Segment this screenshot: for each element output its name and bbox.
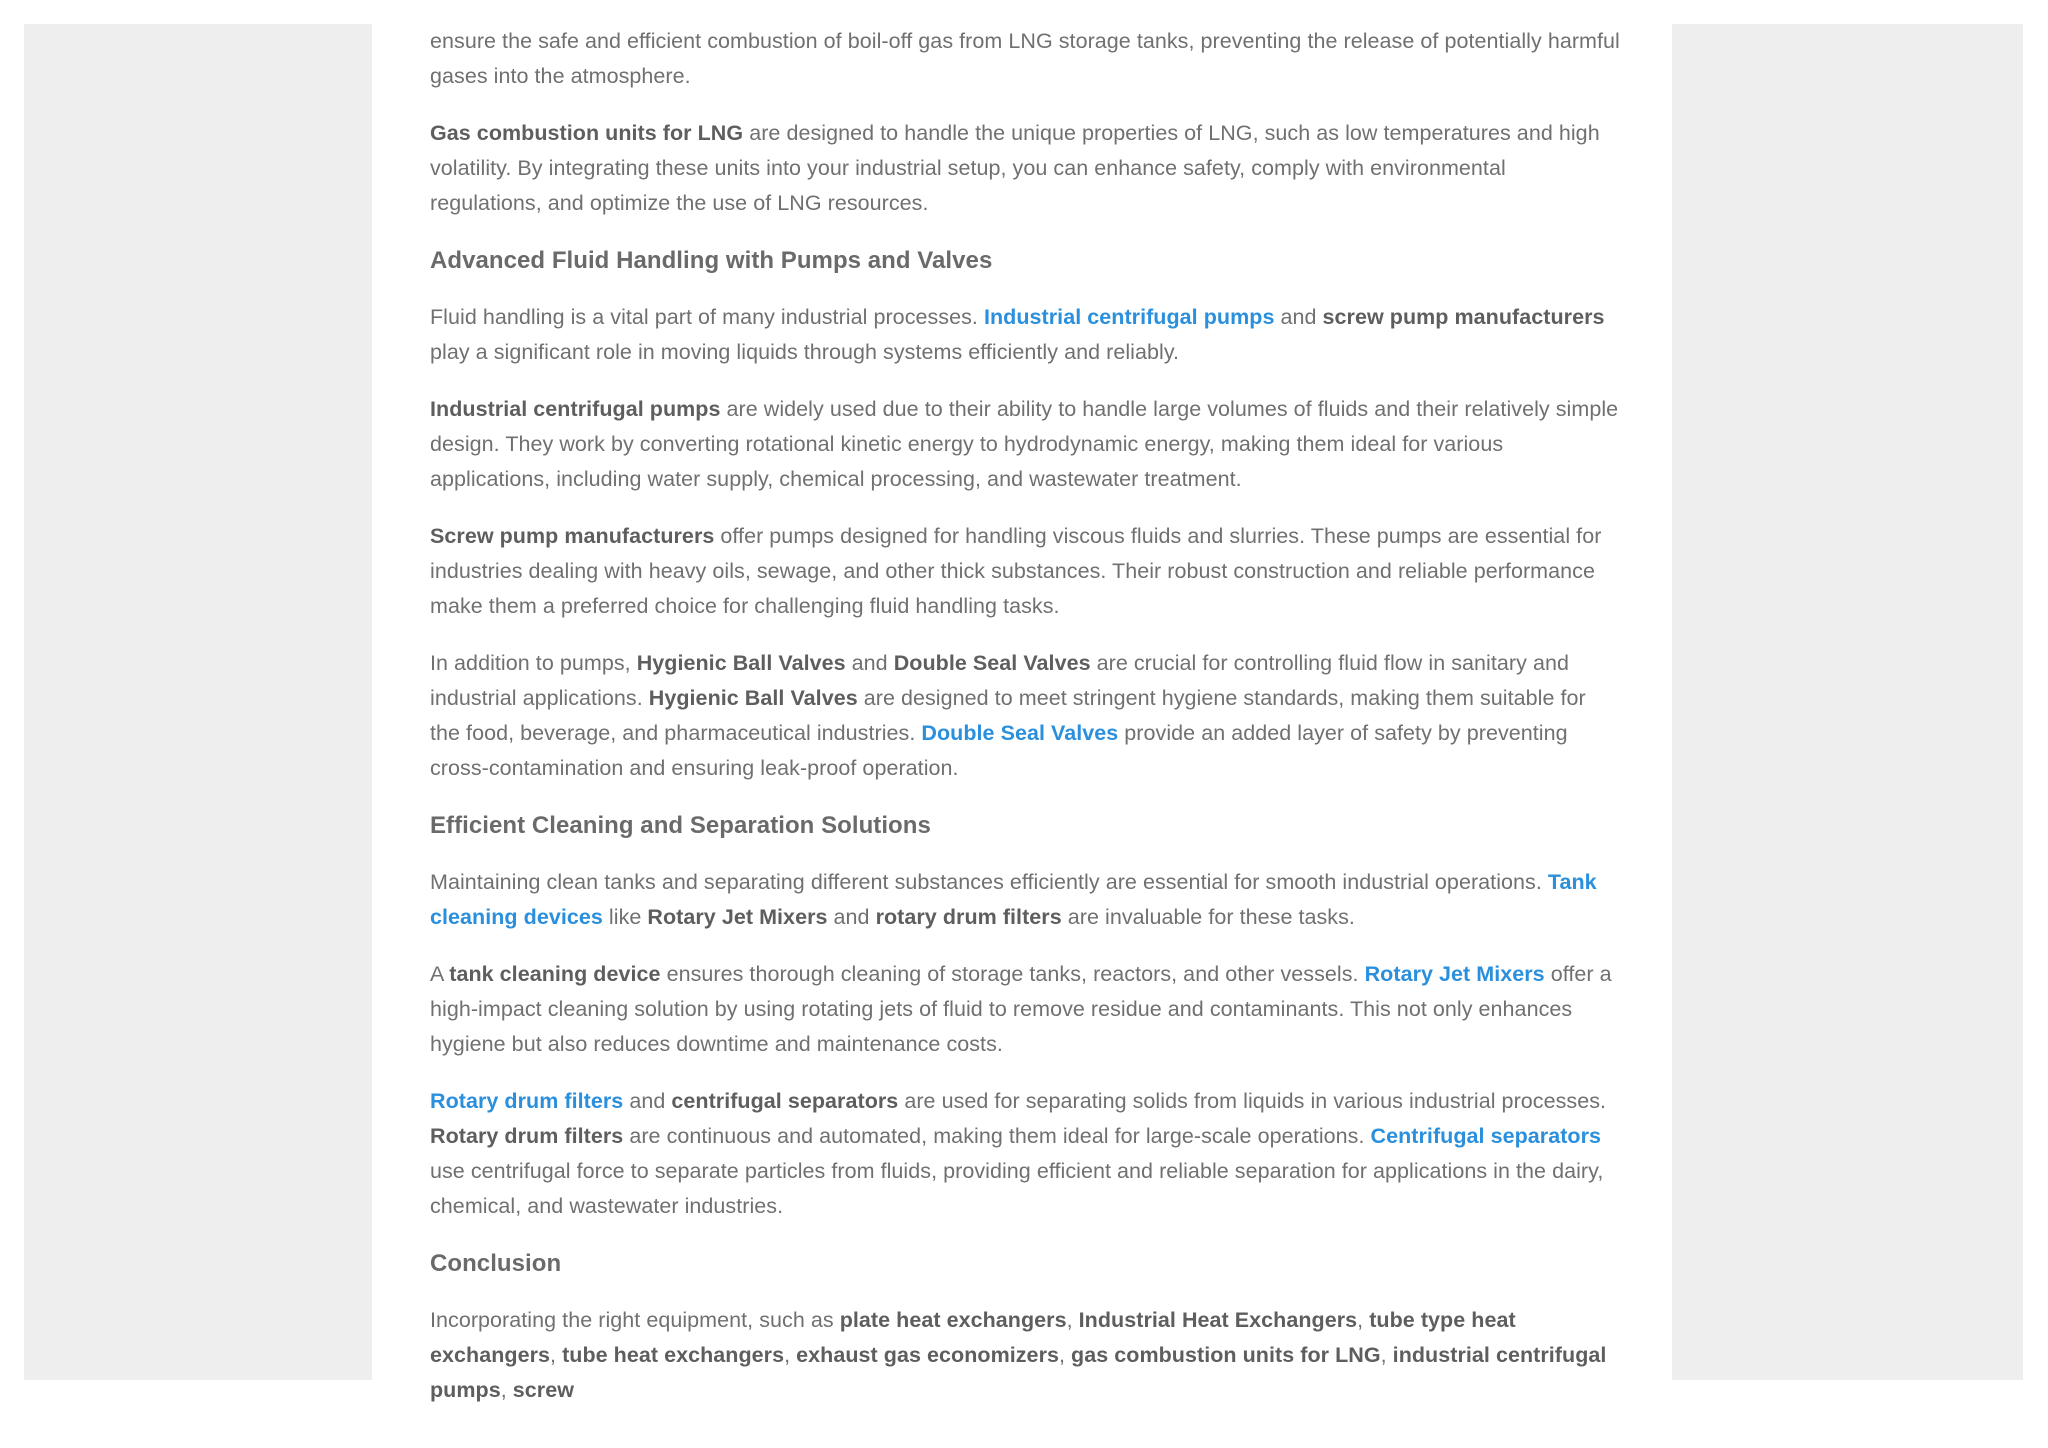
section-heading-conclusion: Conclusion [430,1250,562,1277]
paragraph-valves [430,646,1620,786]
text-span: , [1066,1308,1079,1332]
text-span: provide an added layer of safety by preventing cross-contamination and ensuring leak-proof operation. [430,721,1568,780]
link-rotary-drum-filters[interactable]: Rotary drum filters [430,1089,624,1113]
text-span: are designed to handle the unique properties of LNG, such as low temperatures and high volatility. By integrating these units into your industrial setup, you can enhance safety, comply with environmental regulations, and optimize the use of LNG resources. [430,121,1600,215]
paragraph-cleaning-intro [430,865,1620,935]
bold-term: rotary drum filters [875,905,1062,929]
text-span: are continuous and automated, making them ideal for large-scale operations. [623,1124,1371,1148]
bold-term: Hygienic Ball Valves [636,651,846,675]
text-span: are widely used due to their ability to handle large volumes of fluids and their relatively simple design. They work by converting rotational kinetic energy to hydrodynamic energy, making them ideal for various applications, including water supply, chemical processing, and wastewater treatment. [430,397,1619,491]
paragraph-tank-cleaning-device [430,957,1620,1062]
text-span: , [550,1343,563,1367]
paragraph-centrifugal-pumps [430,392,1620,497]
text-span: A [430,962,450,986]
text-span: offer pumps designed for handling viscous fluids and slurries. These pumps are essential for industries dealing with heavy oils, sewage, and other thick substances. Their robust construction and reliable performance make them a preferred choice for challenging fluid handling tasks. [430,524,1602,618]
text-span: Maintaining clean tanks and separating different substances efficiently are essential for smooth industrial operations. [430,870,1548,894]
link-centrifugal-separators[interactable]: Centrifugal separators [1370,1124,1602,1148]
link-double-seal-valves[interactable]: Double Seal Valves [921,721,1119,745]
text-span: , [1380,1343,1393,1367]
bold-term: Gas combustion units for LNG [430,121,744,145]
text-span: and [1274,305,1323,329]
bold-term: plate heat exchangers [839,1308,1067,1332]
bold-term: industrial centrifugal pumps [430,1343,1607,1402]
paragraph-fluid-handling-intro [430,300,1620,370]
text-span: and [827,905,876,929]
text-span: are designed to meet stringent hygiene standards, making them suitable for the food, beverage, and pharmaceutical industries. [430,686,1586,745]
bold-term: Rotary Jet Mixers [647,905,828,929]
text-span: are invaluable for these tasks. [1061,905,1355,929]
bold-term: gas combustion units for LNG [1071,1343,1381,1367]
bold-term: tube type heat exchangers [430,1308,1516,1367]
link-rotary-jet-mixers[interactable]: Rotary Jet Mixers [1364,962,1545,986]
page-viewport [24,24,2023,1402]
paragraph-conclusion [430,1303,1620,1408]
bold-term: centrifugal separators [671,1089,899,1113]
bold-term: Hygienic Ball Valves [648,686,858,710]
paragraph-screw-pumps [430,519,1620,624]
text-span: , [1357,1308,1370,1332]
bold-term: Double Seal Valves [893,651,1091,675]
bold-term: Industrial Heat Exchangers [1078,1308,1358,1332]
bold-term: screw [512,1378,574,1402]
text-span: and [845,651,894,675]
text-span: , [784,1343,797,1367]
link-industrial-centrifugal-pumps[interactable]: Industrial centrifugal pumps [983,305,1275,329]
text-span: use centrifugal force to separate particles from fluids, providing efficient and reliable separation for applications in the dairy, chemical, and wastewater industries. [430,1159,1604,1218]
paragraph-gas-combustion-units [430,116,1620,221]
bold-term: exhaust gas economizers [796,1343,1059,1367]
text-span: , [1059,1343,1072,1367]
section-heading-fluid-handling: Advanced Fluid Handling with Pumps and Valves [430,247,993,274]
bold-term: Rotary drum filters [430,1124,624,1148]
text-span: In addition to pumps, [430,651,637,675]
text-span: are used for separating solids from liquids in various industrial processes. [898,1089,1607,1113]
bold-term: Industrial centrifugal pumps [430,397,721,421]
text-span: Incorporating the right equipment, such as [430,1308,840,1332]
link-tank-cleaning-devices[interactable]: Tank cleaning devices [430,870,1597,929]
text-span: and [623,1089,672,1113]
paragraph-lng-intro-continued [430,24,1620,94]
text-span: ensure the safe and efficient combustion of boil-off gas from LNG storage tanks, preventing the release of potentially harmful gases into the atmosphere. [430,29,1620,88]
text-span: , [500,1378,513,1402]
article-content [430,24,1620,1430]
paragraph-separation [430,1084,1620,1224]
text-span: play a significant role in moving liquids through systems efficiently and reliably. [430,340,1180,364]
text-span: offer a high-impact cleaning solution by using rotating jets of fluid to remove residue and contaminants. This not only enhances hygiene but also reduces downtime and maintenance costs. [430,962,1612,1056]
text-span: ensures thorough cleaning of storage tanks, reactors, and other vessels. [660,962,1365,986]
bold-term: tank cleaning device [449,962,661,986]
text-span: Fluid handling is a vital part of many industrial processes. [430,305,984,329]
bold-term: Screw pump manufacturers [430,524,715,548]
text-span: like [602,905,648,929]
section-heading-cleaning-separation: Efficient Cleaning and Separation Solutions [430,812,931,839]
text-span: are crucial for controlling fluid flow in sanitary and industrial applications. [430,651,1569,710]
bold-term: screw pump manufacturers [1322,305,1605,329]
bold-term: tube heat exchangers [562,1343,785,1367]
article-column [372,24,1672,1402]
